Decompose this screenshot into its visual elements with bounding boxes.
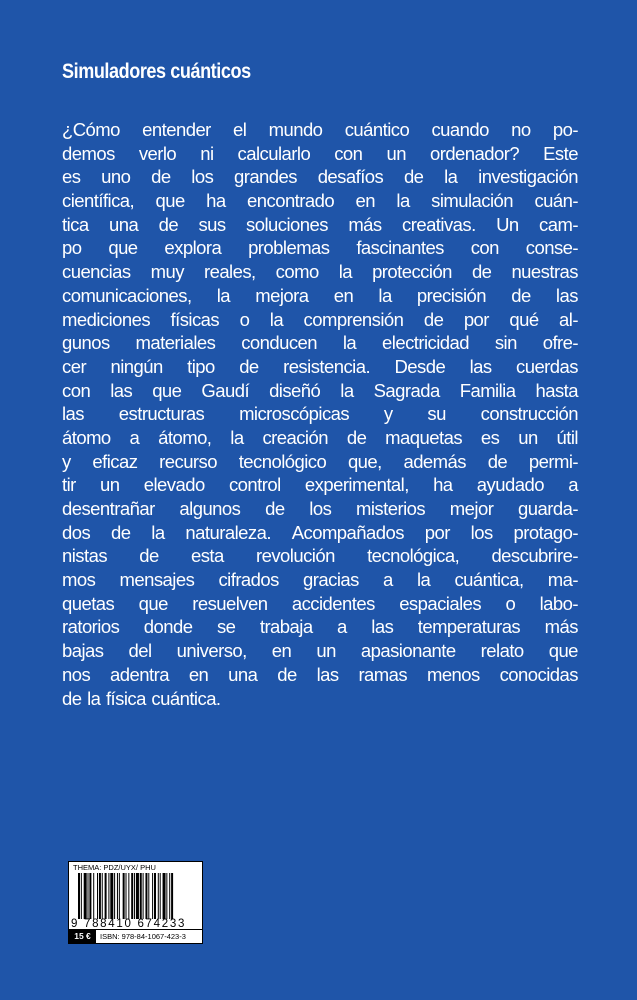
barcode-stripe xyxy=(152,873,153,919)
blurb-line: desentrañar algunos de los misterios mejor guarda- xyxy=(62,498,578,519)
barcode-stripe xyxy=(123,873,125,919)
barcode-stripe xyxy=(128,873,129,919)
blurb-line: mos mensajes cifrados gracias a la cuántica, ma- xyxy=(62,569,578,591)
blurb-line: po que explora problemas fascinantes con conse- xyxy=(62,237,578,259)
blurb-line: ratorios donde se trabaja a las temperaturas más xyxy=(62,616,578,638)
blurb-line: comunicaciones, la mejora en la precisión de las xyxy=(62,284,578,306)
isbn-label: ISBN: 978-84-1067-423-3 xyxy=(100,932,186,941)
blurb-line: científica, que ha encontrado en la simulación cuán- xyxy=(62,190,578,212)
barcode-stripe xyxy=(114,873,115,919)
blurb-line: gunos materiales conducen la electricidad sin ofre- xyxy=(62,332,578,354)
blurb-line: mediciones físicas o la comprensión de por qué al- xyxy=(62,308,578,330)
barcode-stripe xyxy=(143,873,144,919)
blurb-line: nistas de esta revolución tecnológica, descubrire- xyxy=(62,545,578,567)
blurb-line: con las que Gaudí diseñó la Sagrada Familia hasta xyxy=(62,379,578,401)
blurb-line: quetas que resuelven accidentes espaciales o labo- xyxy=(62,592,578,614)
blurb-line: tir un elevado control experimental, ha ayudado a xyxy=(62,474,578,496)
barcode-stripe xyxy=(93,873,94,919)
ean-number: 9 788410 674233 xyxy=(71,918,187,930)
barcode-stripe xyxy=(134,873,135,919)
barcode-stripe xyxy=(84,873,87,919)
barcode-stripe xyxy=(97,873,98,919)
barcode-graphic xyxy=(78,873,196,919)
barcode-stripe xyxy=(140,873,142,919)
barcode-stripe xyxy=(99,873,101,919)
barcode-stripe xyxy=(108,873,109,919)
barcode-stripe xyxy=(171,873,173,919)
barcode-stripe xyxy=(110,873,113,919)
book-title: Simuladores cuánticos xyxy=(62,60,251,83)
barcode-stripe xyxy=(158,873,159,919)
barcode-stripe xyxy=(119,873,120,919)
barcode-stripe xyxy=(148,873,149,919)
barcode-bars xyxy=(78,873,196,919)
blurb-line: cuencias muy reales, como la protección de nuestras xyxy=(62,261,578,283)
barcode-stripe xyxy=(81,873,82,919)
blurb-text xyxy=(62,118,578,710)
blurb-line: dos de la naturaleza. Acompañados por los protago- xyxy=(62,521,578,543)
barcode-stripe xyxy=(145,873,147,919)
blurb-line: de la física cuántica. xyxy=(62,687,221,709)
barcode-stripe xyxy=(126,873,127,919)
barcode-stripe xyxy=(105,873,107,919)
blurb-line: bajas del universo, en un apasionante relato que xyxy=(62,640,578,662)
price-isbn-row xyxy=(69,929,202,943)
blurb-line: ¿Cómo entender el mundo cuántico cuando no po- xyxy=(62,119,578,140)
blurb-line: nos adentra en una de las ramas menos conocidas xyxy=(62,663,578,685)
barcode-stripe xyxy=(169,873,170,919)
blurb-line: átomo a átomo, la creación de maquetas es un útil xyxy=(62,426,578,448)
barcode-stripe xyxy=(163,873,166,919)
barcode-stripe xyxy=(102,873,103,919)
barcode-stripe xyxy=(154,873,156,919)
barcode-stripe xyxy=(117,873,118,919)
barcode-panel xyxy=(68,861,203,944)
barcode-stripe xyxy=(88,873,89,919)
blurb-line: es uno de los grandes desafíos de la investigación xyxy=(62,166,578,188)
blurb-line: y eficaz recurso tecnológico que, además de permi- xyxy=(62,450,578,472)
thema-code: THEMA: PDZ/UYX/ PHU xyxy=(73,863,156,872)
barcode-stripe xyxy=(89,873,91,919)
blurb-line: demos verlo ni calcularlo con un ordenador? Este xyxy=(62,142,578,164)
barcode-stripe xyxy=(160,873,161,919)
barcode-stripe xyxy=(166,873,167,919)
blurb-line: las estructuras microscópicas y su construcción xyxy=(62,403,578,425)
barcode-stripe xyxy=(136,873,139,919)
barcode-stripe xyxy=(78,873,80,919)
price-label: 15 € xyxy=(69,930,96,943)
barcode-stripe xyxy=(131,873,133,919)
blurb-line: tica una de sus soluciones más creativas. Un cam- xyxy=(62,213,578,235)
blurb-line: cer ningún tipo de resistencia. Desde las cuerdas xyxy=(62,355,578,377)
